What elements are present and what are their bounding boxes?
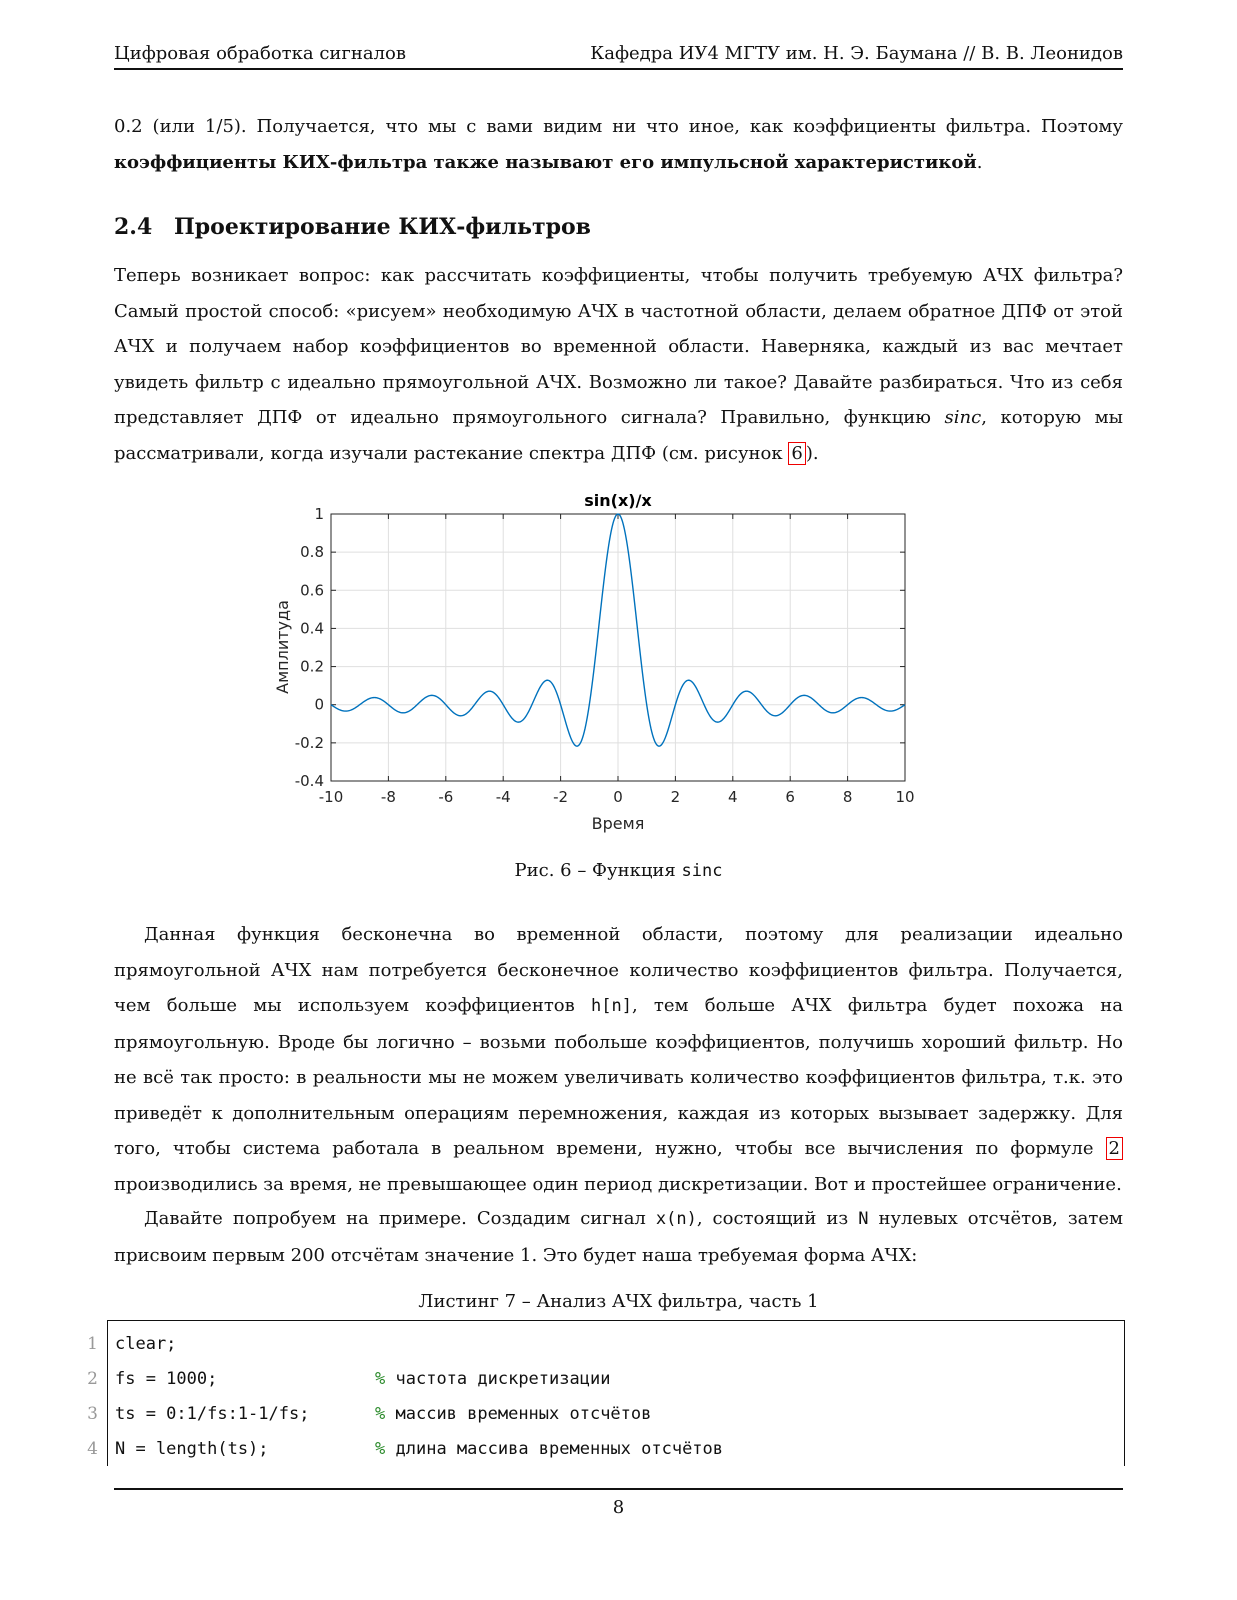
line-number: 3 bbox=[87, 1403, 98, 1424]
line-number: 4 bbox=[87, 1438, 98, 1459]
sinc-chart bbox=[260, 484, 940, 839]
page-number: 8 bbox=[612, 1497, 625, 1518]
code-text: fs = 1000; bbox=[115, 1368, 218, 1389]
chart-grid bbox=[331, 514, 905, 781]
y-tick-label: 0.8 bbox=[300, 543, 324, 562]
section-number: 2.4 bbox=[114, 214, 153, 240]
y-tick-label: 0.6 bbox=[300, 581, 324, 600]
y-axis-label: Амплитуда bbox=[273, 600, 292, 694]
x-tick-label: 0 bbox=[613, 788, 623, 806]
paragraph-1: 0.2 (или 1/5). Получается, что мы с вами видим ни что иное, как коэффициенты фильтра. Поэтому коэффициенты КИХ-фильтра также называют его импульсной характеристикой. bbox=[114, 116, 1123, 173]
y-tick-label: 1 bbox=[314, 505, 324, 523]
figure-caption: Рис. 6 – Функция sinc bbox=[514, 860, 723, 881]
code-comment: % массив временных отсчётов bbox=[375, 1403, 652, 1424]
y-tick-label: -0.4 bbox=[294, 772, 324, 790]
y-tick-label: 0 bbox=[314, 695, 324, 714]
x-tick-label: -4 bbox=[495, 788, 511, 806]
paragraph-3: Данная функция бесконечна во временной области, поэтому для реализации идеально прямоугольной АЧХ нам потребуется бесконечное количество коэффициентов фильтра. Получается, чем больше мы используем коэффициентов h[n], тем больше АЧХ фильтра будет похожа на прямоугольную. Вроде бы логично – возьми побольше коэффициентов, получишь хороший фильтр. Но не всё так просто: в реальности мы не можем увеличивать количество коэффициентов фильтра, т.к. это приведёт к дополнительным операциям перемножения, каждая из которых вызывает задержку. Для того, чтобы система работала в реальном времени, нужно, чтобы все вычисления по формуле 2 производились за время, не превышающее один период дискретизации. Вот и простейшее ограничение. bbox=[114, 924, 1123, 1195]
y-tick-label: 0.4 bbox=[300, 619, 324, 638]
code-text: ts = 0:1/fs:1-1/fs; bbox=[115, 1403, 310, 1424]
code-text: N = length(ts); bbox=[115, 1438, 269, 1459]
chart-ticks bbox=[295, 505, 915, 806]
x-tick-label: 10 bbox=[895, 788, 915, 806]
x-tick-label: 4 bbox=[728, 788, 738, 806]
x-tick-label: 8 bbox=[842, 788, 853, 806]
page-header bbox=[114, 36, 1123, 70]
x-tick-label: -6 bbox=[438, 788, 454, 806]
listing-caption: Листинг 7 – Анализ АЧХ фильтра, часть 1 bbox=[418, 1291, 819, 1312]
line-number: 1 bbox=[87, 1333, 98, 1354]
x-tick-label: 2 bbox=[670, 788, 681, 806]
footer-rule bbox=[114, 1488, 1123, 1490]
code-comment: % длина массива временных отсчётов bbox=[375, 1438, 724, 1459]
figure-ref-link[interactable]: 6 bbox=[788, 442, 805, 465]
header-left: Цифровая обработка сигналов bbox=[114, 43, 406, 64]
x-tick-label: -10 bbox=[318, 788, 344, 806]
x-axis-label: Время bbox=[591, 814, 645, 833]
y-tick-label: 0.2 bbox=[300, 657, 324, 676]
code-comment: % частота дискретизации bbox=[375, 1368, 611, 1389]
paragraph-4: Давайте попробуем на примере. Создадим сигнал x(n), состоящий из N нулевых отсчётов, затем присвоим первым 200 отсчётам значение 1. Это будет наша требуемая форма АЧХ: bbox=[114, 1208, 1123, 1266]
section-heading bbox=[114, 214, 591, 240]
x-tick-label: -2 bbox=[553, 788, 569, 806]
chart-title: sin(x)/x bbox=[584, 491, 652, 510]
code-listing bbox=[87, 1320, 1125, 1466]
x-tick-label: -8 bbox=[380, 788, 396, 806]
header-right: Кафедра ИУ4 МГТУ им. Н. Э. Баумана // В. В. Леонидов bbox=[590, 43, 1123, 64]
line-number: 2 bbox=[87, 1368, 98, 1389]
section-title: Проектирование КИХ-фильтров bbox=[174, 214, 591, 240]
paragraph-2: Теперь возникает вопрос: как рассчитать коэффициенты, чтобы получить требуемую АЧХ фильтра? Самый простой способ: «рисуем» необходимую АЧХ в частотной области, делаем обратное ДПФ от этой АЧХ и получаем набор коэффициентов во временной области. Наверняка, каждый из вас мечтает увидеть фильтр с идеально прямоугольной АЧХ. Возможно ли такое? Давайте разбираться. Что из себя представляет ДПФ от идеально прямоугольного сигнала? Правильно, функцию sinc, которую мы рассматривали, когда изучали растекание спектра ДПФ (см. рисунок 6 ). bbox=[114, 265, 1123, 464]
equation-ref-link[interactable]: 2 bbox=[1106, 1137, 1123, 1160]
x-tick-label: 6 bbox=[785, 788, 795, 806]
code-text: clear; bbox=[115, 1333, 177, 1354]
y-tick-label: -0.2 bbox=[294, 733, 324, 752]
